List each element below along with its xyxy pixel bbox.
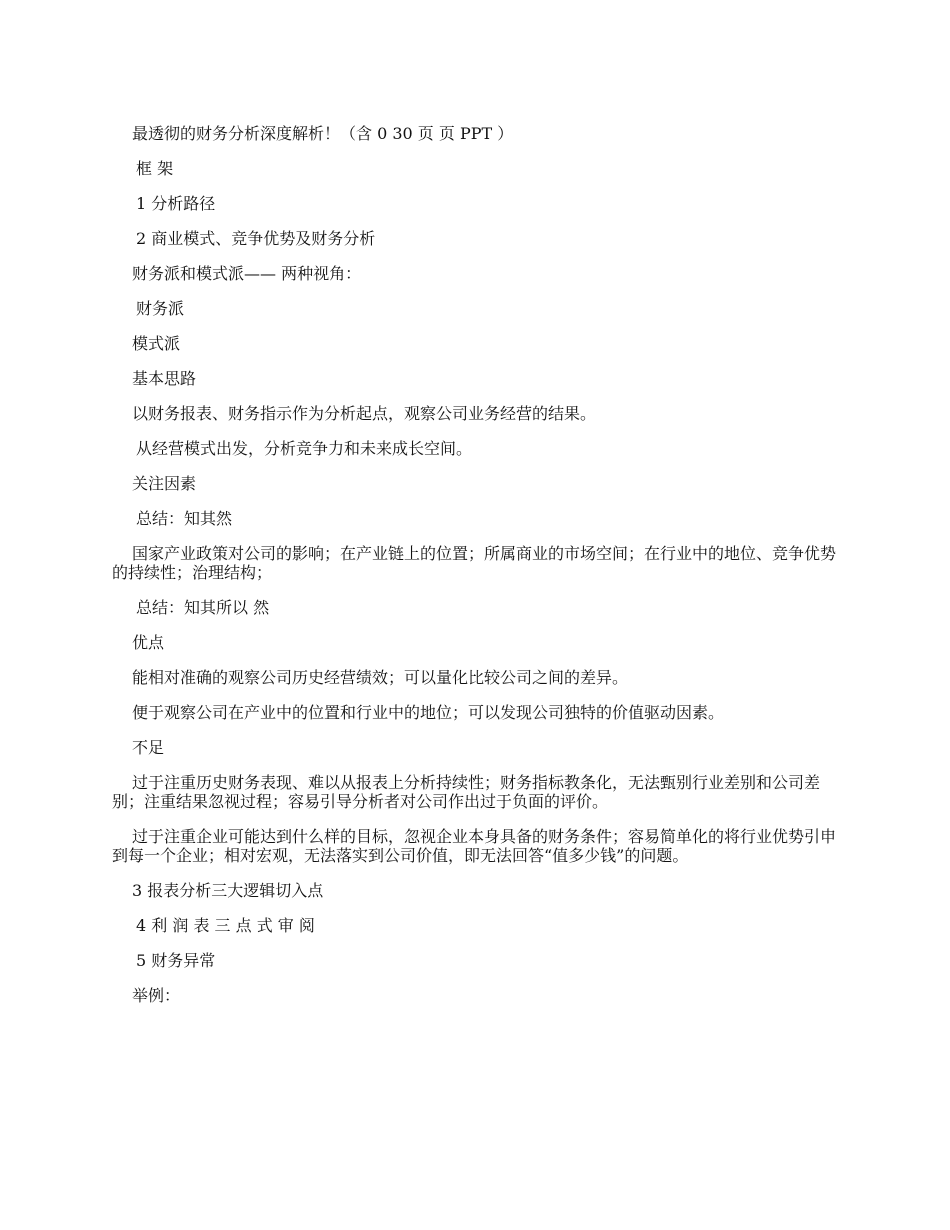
paragraph-model-advantage: 便于观察公司在产业中的位置和行业中的地位；可以发现公司独特的价值驱动因素。 <box>132 703 725 722</box>
label-model-school: 模式派 <box>132 334 181 353</box>
paragraph-model-approach: 从经营模式出发，分析竞争力和未来成长空间。 <box>136 439 473 458</box>
summary-know-what: 总结：知其然 <box>136 509 233 528</box>
document-body <box>112 124 842 1021</box>
label-advantages: 优点 <box>132 633 165 652</box>
summary-know-why: 总结：知其所以 然 <box>136 598 270 617</box>
label-example: 举例： <box>132 986 181 1005</box>
outline-item-2: 2 商业模式、竞争优势及财务分析 <box>136 229 376 248</box>
outline-item-3: 3 报表分析三大逻辑切入点 <box>132 881 324 900</box>
label-finance-school: 财务派 <box>136 299 185 318</box>
paragraph-finance-shortcoming: 过于注重历史财务表现、难以从报表上分析持续性；财务指标教条化，无法甄别行业差别和公司差别；注重结果忽视过程；容易引导分析者对公司作出过于负面的评价。 <box>112 773 821 811</box>
document-title: 最透彻的财务分析深度解析！（含 0 30 页 页 PPT ） <box>132 124 514 143</box>
paragraph-two-perspectives: 财务派和模式派—— 两种视角： <box>132 264 362 283</box>
outline-item-4: 4 利 润 表 三 点 式 审 阅 <box>136 916 315 935</box>
section-heading-framework: 框 架 <box>136 159 174 178</box>
label-basic-approach: 基本思路 <box>132 369 197 388</box>
paragraph-focus-factors: 国家产业政策对公司的影响；在产业链上的位置；所属商业的市场空间；在行业中的地位、竞争优势的持续性；治理结构； <box>112 544 837 582</box>
paragraph-finance-advantage: 能相对准确的观察公司历史经营绩效；可以量化比较公司之间的差异。 <box>132 668 629 687</box>
label-focus-factors: 关注因素 <box>132 474 197 493</box>
outline-item-1: 1 分析路径 <box>136 194 216 213</box>
paragraph-model-shortcoming: 过于注重企业可能达到什么样的目标，忽视企业本身具备的财务条件；容易简单化的将行业优势引申到每一个企业；相对宏观，无法落实到公司价值，即无法回答“值多少钱”的问题。 <box>112 827 837 865</box>
paragraph-finance-approach: 以财务报表、财务指示作为分析起点，观察公司业务经营的结果。 <box>132 404 597 423</box>
label-shortcomings: 不足 <box>132 738 165 757</box>
outline-item-5: 5 财务异常 <box>136 951 216 970</box>
